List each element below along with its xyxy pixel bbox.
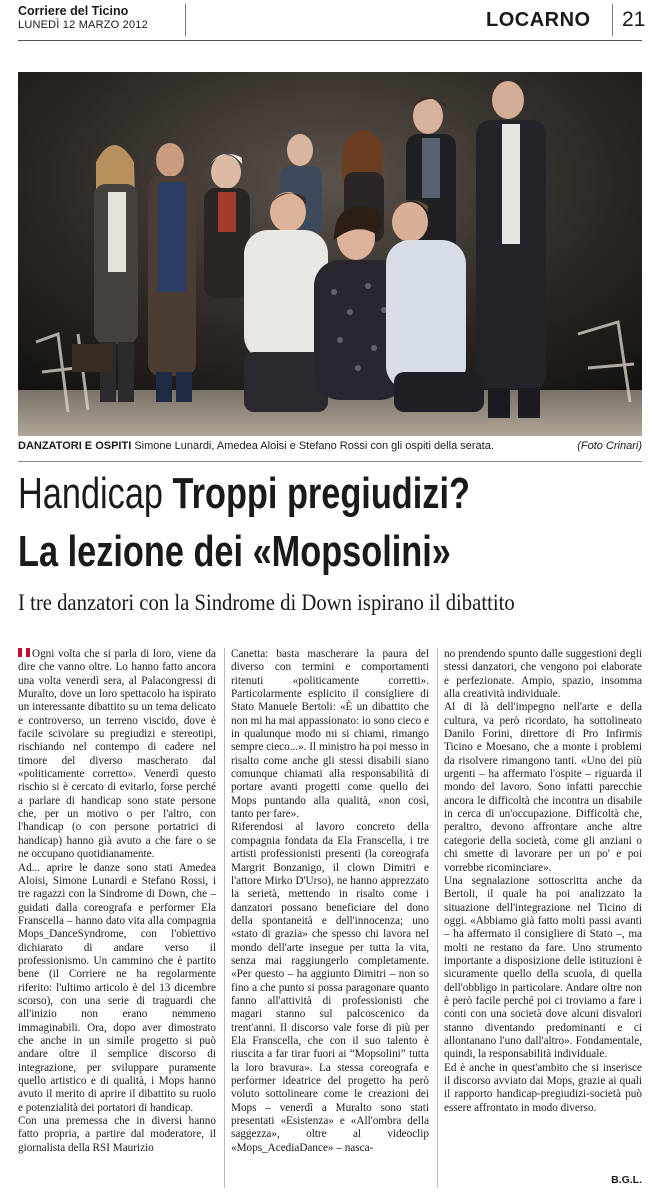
article-paragraph: Al di là dell'impegno nell'arte e della cultura, va però ricordato, ha sottolineato Danilo Forini, direttore di Pro Infirmis Ticino e Moesano, che a monte i problemi da risolvere rimangono tanti. «Uno dei più urgenti – ha affermato l'ospite – riguarda il mondo del lavoro. Sono infatti parecchie ancora le difficoltà che incontra un disabile in cerca di un'occupazione. Difficoltà che, peraltro, devono affrontare anche altre categorie della società, come gli anziani o chi smette di lavorare per un po' e poi vorrebbe ricominciare». (444, 701, 642, 874)
newspaper-name: Corriere del Ticino (18, 4, 129, 18)
article-paragraph: Con una premessa che in diversi hanno fatto propria, a partire dal moderatore, il giornalista della RSI Maurizio (18, 1115, 216, 1154)
caption-text: Simone Lunardi, Amedea Aloisi e Stefano Rossi con gli ospiti della serata. (134, 440, 494, 452)
article-paragraph (18, 648, 216, 862)
page-number: 21 (622, 8, 646, 31)
header-divider (185, 4, 186, 36)
headline-line-1 (18, 468, 470, 520)
header-divider (612, 4, 613, 36)
page-header (0, 0, 660, 40)
column-divider (224, 648, 225, 1188)
author-signature: B.G.L. (611, 1174, 642, 1186)
article-start-marker (18, 648, 30, 657)
headline-line-2: La lezione dei «Mopsolini» (18, 527, 451, 576)
subheadline: I tre danzatori con la Sindrome di Down ispirano il dibattito (18, 590, 515, 615)
section-name: LOCARNO (486, 9, 591, 31)
issue-date: LUNEDÌ 12 MARZO 2012 (18, 19, 148, 31)
header-rule (18, 40, 642, 41)
caption-label: DANZATORI E OSPITI (18, 440, 132, 452)
column-divider (437, 648, 438, 1188)
article-paragraph: Canetta: basta mascherare la paura del diverso con termini e comportamenti ritenuti «politicamente corretti». Particolarmente esplicito il consigliere di Stato Manuele Bertoli: «È un dibattito che non mi ha mai appassionato: io sono cieco e in qualunque modo mi si chiami, rimango sempre cieco...». Il ministro ha poi messo in risalto come anche gli stessi disabili siano comunque chiamati alla responsabilità di portare avanti progetti come quello dei Mops puntando alla qualità, «non così, tanto per fare». (231, 648, 429, 821)
article-column-3 (444, 648, 642, 1188)
headline-kicker: Handicap (18, 469, 164, 518)
article-paragraph: no prendendo spunto dalle suggestioni degli stessi danzatori, che vengono poi elaborate e perfezionate. Ampio, spazio, insomma alla creatività individuale. (444, 648, 642, 701)
article-column-2 (231, 648, 429, 1188)
photo-caption (18, 440, 642, 458)
article-body (18, 648, 642, 1188)
caption-rule (18, 461, 642, 462)
photo-credit: (Foto Crinari) (577, 440, 642, 452)
article-paragraph: Riferendosi al lavoro concreto della compagnia fondata da Ela Franscella, i tre artisti professionisti presenti (la coreografa Margrit Bonzanigo, il clown Dimitri e l'attore Mirko D'Urso), ne hanno apprezzato la serietà, mettendo in risalto come i danzatori possano beneficiare del dono della spontaneità e dell'innocenza; uno «stato di grazia» che spesso chi lavora nel mondo dell'arte insegue per tutta la vita, senza mai raggiungerlo completamente. «Per questo – ha aggiunto Dimitri – non so fino a che punto si possa paragonare quanto fanno all'attività di professionisti che magari stanno sul palcoscenico da trent'anni. Il discorso vale forse di più per Ela Franscella, che con il suo talento è riuscita a far tirar fuori ai “Mopsolini” tutta la loro bravura». La stessa coreografa e performer ideatrice del progetto ha però voluto sottolineare come le creazioni dei Mops – venerdì a Muralto sono stati presentati «Esistenza» e «All'ombra della saggezza», oltre al videoclip «Mops_AcediaDance» – nasca- (231, 821, 429, 1154)
article-paragraph: Ad... aprire le danze sono stati Amedea Aloisi, Simone Lunardi e Stefano Rossi, i tre ragazzi con la Sindrome di Down, che – guidati dalla coreografa e performer Ela Franscella – hanno dato vita alla compagnia Mops_DanceSyndrome, con l'obiettivo dichiarato di andare verso il professionismo. Un cammino che è partito bene (il Corriere ne ha regolarmente riferito: l'ultimo articolo è del 13 dicembre scorso), con una serie di traguardi che all'inizio non erano nemmeno immaginabili. Ora, dopo aver dimostrato che anche in un simile progetto si può andare oltre il semplice discorso di integrazione, per sviluppare puramente quello artistico e di qualità, i Mops hanno avuto il merito di aprire il dibattito su ruolo e potenzialità dei portatori di handicap. (18, 861, 216, 1114)
article-paragraph: Una segnalazione sottoscritta anche da Bertoli, il quale ha poi analizzato la situazione dell'integrazione nel Ticino di oggi. «Abbiamo già fatto molti passi avanti – ha affermato il consigliere di Stato –, ma molti ne restano da fare. Uno strumento importante a disposizione delle istituzioni è sicuramente quello della scuola, di quella dell'obbligo in particolare. Andare oltre non è però facile perché poi ci troviamo a fare i conti con una società dove alcuni disvalori stanno diventando predominanti e ci allontanano l'uno dall'altro». Fondamentale, quindi, la responsabilità individuale. (444, 874, 642, 1061)
article-paragraph: Ed è anche in quest'ambito che si inserisce il discorso avviato dai Mops, grazie ai quali il rapporto handicap-pregiudizi-società può essere affrontato in modo diverso. (444, 1061, 642, 1114)
group-photo (18, 72, 642, 436)
headline-title: Troppi pregiudizi? (172, 469, 470, 518)
article-column-1 (18, 648, 216, 1188)
paragraph-text: Ogni volta che si parla di loro, viene da dire che vanno oltre. Lo hanno fatto ancora una volta venerdì sera, al Palacongressi di Muralto, dove un loro spettacolo ha ispirato un interessante dibattito su un tema delicato e controverso, un terreno viscido, dove è facile scivolare su pregiudizi e stereotipi, rischiando nel contempo di cadere nel timore del diverso mascherato dal «politicamente corretto». Venerdì questo rischio si è cercato di evitarlo, forse perché a parlare di handicap sono state persone che, per un motivo o per l'altro, con l'handicap (o con persone portatrici di handicap) hanno già avuto a che fare o se ne occupano quotidianamente. (18, 648, 216, 861)
group-photo-image (18, 72, 642, 436)
